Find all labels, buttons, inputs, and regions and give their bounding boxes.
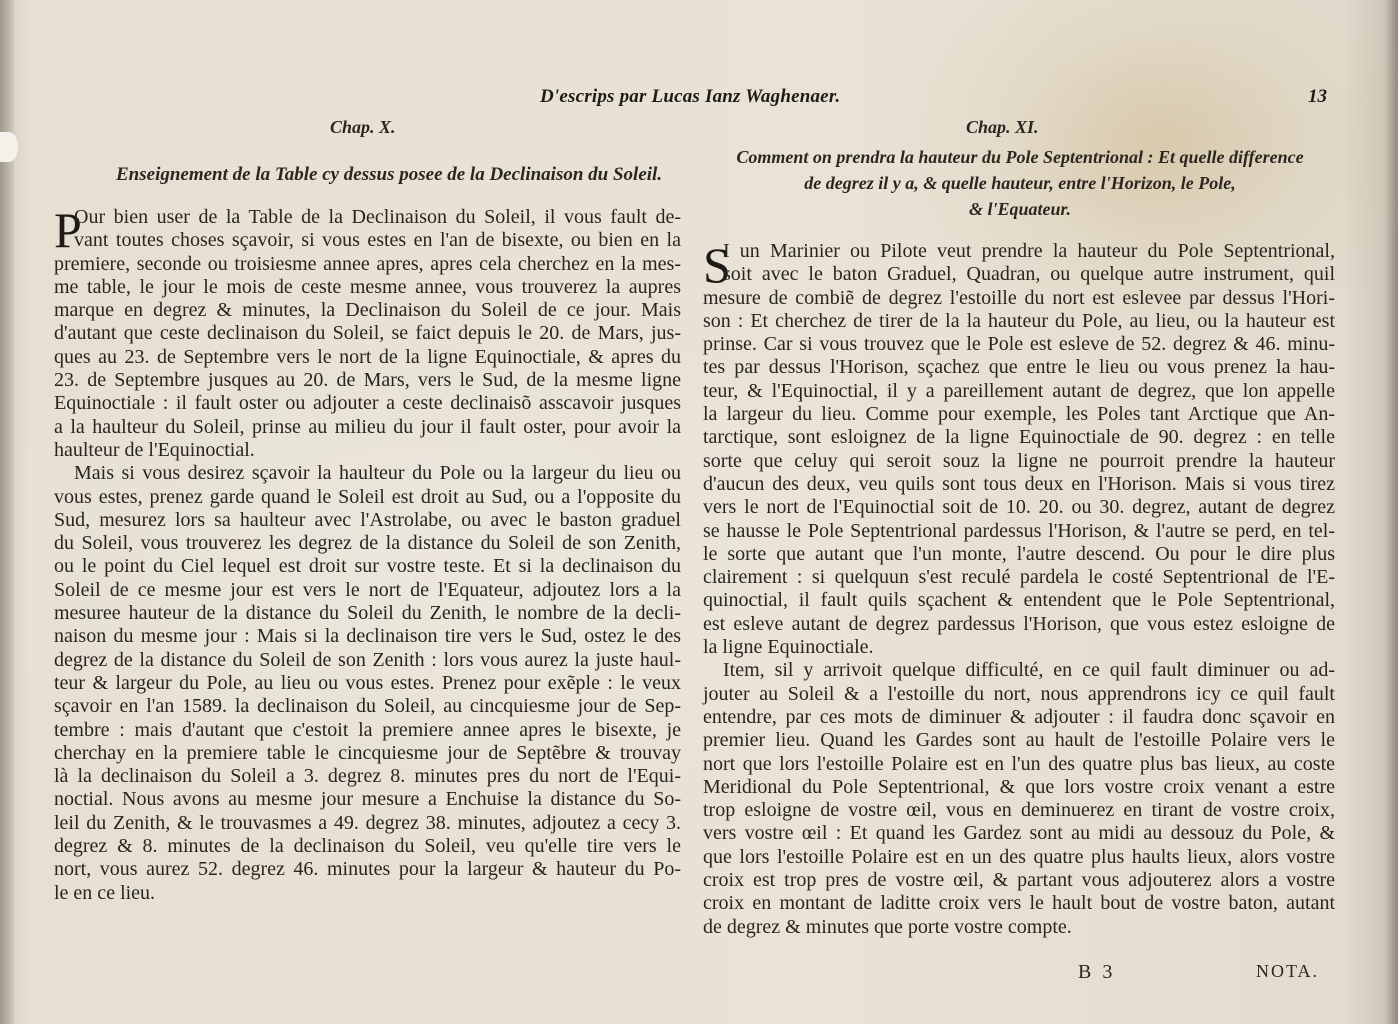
- text-line: cherchay en la premiere table le cincquiesme jour de Septẽbre & trouvay: [54, 741, 681, 764]
- chapter-xi-title: [700, 144, 1340, 222]
- text-line: clairement : si quelquun s'est reculé pardela le costé Septentrional de l'E-: [703, 566, 1335, 589]
- text-line: sçavoir en l'an 1589. la declinaison du Soleil, au cincquiesme jour de Sep-: [54, 695, 681, 718]
- text-line: vers vostre œil : Et quand les Gardez sont au midi au dessouz du Pole, &: [703, 822, 1335, 845]
- text-line: quinoctial, il fault quils sçachent & entendent que le Pole Septentrional,: [703, 589, 1335, 612]
- running-head: D'escrips par Lucas Ianz Waghenaer.: [540, 86, 841, 107]
- text-line: Soleil de ce mesme jour est vers le nort de l'Equateur, adjoutez lors a la: [54, 578, 681, 601]
- text-line: croix en montant de laditte croix vers le hault bout de vostre baton, autant: [703, 892, 1335, 915]
- catchword: NOTA.: [1256, 961, 1320, 981]
- chapter-xi-title-line: de degrez il y a, & quelle hauteur, entre l'Horizon, le Pole,: [804, 173, 1236, 193]
- text-line: que lors l'estoille Polaire est en un des quatre plus haults lieux, alors vostre: [703, 845, 1335, 868]
- text-line: Item, sil y arrivoit quelque difficulté, en ce quil fault diminuer ou ad-: [723, 659, 1335, 682]
- text-line: naison du mesme jour : Mais si la declinaison tire vers le Sud, ostez le des: [54, 625, 681, 648]
- text-line: me table, le jour le mois de ceste mesme annee, vous trouverez la aupres: [54, 275, 681, 298]
- text-line: ques au 23. de Septembre vers le nort de la ligne Equinoctiale, & apres du: [54, 345, 681, 368]
- text-line: Equinoctiale : il fault oster ou adjouter a ceste declinaisõ asscavoir jusques: [54, 392, 681, 415]
- text-line: entendre, par ces mots de diminuer & adjouter : il faudra donc sçavoir en: [703, 705, 1335, 728]
- chapter-xi-number: Chap. XI.: [966, 117, 1039, 137]
- text-line: premiere, seconde ou troisiesme annee apres, apres cela cherchez en la mes-: [54, 252, 681, 275]
- text-line: marque en degrez & minutes, la Declinaison du Soleil de ce jour. Mais: [54, 299, 681, 322]
- text-line: ou le point du Ciel lequel est droit sur vostre teste. Et si la declinaison du: [54, 555, 681, 578]
- text-line: trop esloigne de vostre œil, vous en deminuerez en tirant de vostre croix,: [703, 799, 1335, 822]
- left-column-text: [54, 202, 681, 905]
- page-tear-notch: [0, 132, 18, 162]
- text-line: mesuree hauteur de la distance du Soleil du Zenith, le nombre de la decli-: [54, 602, 681, 625]
- text-line: noctial. Nous avons au mesme jour mesure a Enchuise la distance du So-: [54, 788, 681, 811]
- text-line: vous estes, prenez garde quand le Soleil est droit au Sud, ou a l'opposite du: [54, 485, 681, 508]
- text-line: degrez de la distance du Soleil de son Zenith : lors vous aurez la juste haul-: [54, 648, 681, 671]
- text-line: du Soleil, vous trouverez les degrez de la distance du Soleil de son Zenith,: [54, 532, 681, 555]
- text-line: prinse. Car si vous trouvez que le Pole est esleve de 52. degrez & 46. minu-: [703, 333, 1335, 356]
- text-line: a la haulteur du Soleil, prinse au milieu du jour il fault oster, pour avoir la: [54, 415, 681, 438]
- text-line: teur & largeur du Pole, au lieu ou vous estes. Prenez pour exẽple : le veux: [54, 671, 681, 694]
- text-line: se hausse le Pole Septentrional pardessus l'Horison, & l'autre se perd, en tel-: [703, 519, 1335, 542]
- text-line: Our bien user de la Table de la Declinaison du Soleil, il vous fault de-: [74, 206, 681, 228]
- text-line: son : Et cherchez de tirer de la la hauteur du Pole, au lieu, ou la hauteur est: [703, 309, 1335, 332]
- text-line: jouter au Soleil & a l'estoille du nort, nous apprendrons icy ce quil fault: [703, 682, 1335, 705]
- text-line: Meridional du Pole Septentrional, & que lors vostre croix venant a estre: [703, 775, 1335, 798]
- right-column-text: [703, 237, 1335, 939]
- text-line: d'aucun des deux, veu quils sont tous deux en l'Horison. Mais si vous tirez: [703, 472, 1335, 495]
- text-line: tarctique, sont esloignez de la ligne Equinoctiale de 90. degrez : en telle: [703, 426, 1335, 449]
- text-line: nort que lors l'estoille Polaire est en l'un des quatre plus bas lieux, au coste: [703, 752, 1335, 775]
- chapter-xi-title-line: Comment on prendra la hauteur du Pole Septentrional : Et quelle difference: [736, 147, 1304, 167]
- text-line: le sorte que autant que l'un monte, l'autre descend. Ou pour le dire plus: [703, 542, 1335, 565]
- text-line: soit avec le baton Graduel, Quadran, ou quelque autre instrument, quil: [723, 263, 1335, 286]
- text-line: nort, vous aurez 52. degrez 46. minutes pour la largeur & hauteur du Po-: [54, 858, 681, 881]
- text-line: 23. de Septembre jusques au 20. de Mars, vers le Sud, de la mesme ligne: [54, 369, 681, 392]
- text-line: tembre : mais d'autant que c'estoit la premiere annee apres le bisexte, je: [54, 718, 681, 741]
- text-line: de degrez & minutes que porte vostre compte.: [703, 915, 1072, 938]
- signature-mark: B 3: [1078, 961, 1116, 983]
- dropcap-right: S: [703, 237, 731, 293]
- text-line: vers le nort de l'Equinoctial soit de 10. 20. ou 30. degrez, autant de degrez: [703, 496, 1335, 519]
- text-line: vant toutes choses sçavoir, si vous estes en l'an de bisexte, ou bien en la: [74, 229, 681, 252]
- text-line: haulteur de l'Equinoctial.: [54, 438, 255, 461]
- chapter-x-title: Enseignement de la Table cy dessus posee de la Declinaison du Soleil.: [116, 164, 663, 185]
- text-line: la ligne Equinoctiale.: [703, 636, 874, 659]
- chapter-xi-title-line: & l'Equateur.: [968, 199, 1072, 219]
- text-line: leil du Zenith, & le trouvasmes a 49. degrez 38. minutes, adjoutez a cecy 3.: [54, 811, 681, 834]
- text-line: d'autant que ceste declinaison du Soleil, se faict depuis le 20. de Mars, jus-: [54, 322, 681, 345]
- chapter-x-number: Chap. X.: [330, 117, 396, 137]
- dropcap-left: P: [54, 202, 82, 258]
- text-line: le en ce lieu.: [54, 881, 156, 904]
- text-line: croix est trop pres de vostre œil, & partant vous adjouterez alors a vostre: [703, 869, 1335, 892]
- text-line: degrez & 8. minutes de la declinaison du Soleil, veu qu'elle tire vers le: [54, 835, 681, 858]
- text-line: là la declinaison du Soleil a 3. degrez 8. minutes pres du nort de l'Equi-: [54, 765, 681, 788]
- text-line: Sud, mesurez lors sa haulteur avec l'Astrolabe, ou avec le baston graduel: [54, 508, 681, 531]
- text-line: est esleve autant de degrez pardessus l'Horison, que vous estez esloigne de: [703, 612, 1335, 635]
- text-line: tes par dessus l'Horison, sçachez que entre le lieu ou vous prenez la hau-: [703, 356, 1335, 379]
- text-line: premier lieu. Quand les Gardes sont au hault de l'estoille Polaire vers le: [703, 729, 1335, 752]
- text-line: teur, & l'Equinoctial, il y a pareillement autant de degrez, que lon appelle: [703, 379, 1335, 402]
- text-line: I un Marinier ou Pilote veut prendre la hauteur du Pole Septentrional,: [723, 240, 1335, 262]
- text-line: Mais si vous desirez sçavoir la haulteur du Pole ou la largeur du lieu ou: [74, 462, 681, 485]
- text-line: mesure de combiẽ de degrez l'estoille du nort est eslevee par dessus l'Hori-: [703, 286, 1335, 309]
- text-line: la largeur du lieu. Comme pour exemple, les Poles tant Arctique que An-: [703, 403, 1335, 426]
- text-line: sorte que celuy qui seroit souz la ligne ne pourroit prendre la hauteur: [703, 449, 1335, 472]
- page-number: 13: [1308, 86, 1327, 107]
